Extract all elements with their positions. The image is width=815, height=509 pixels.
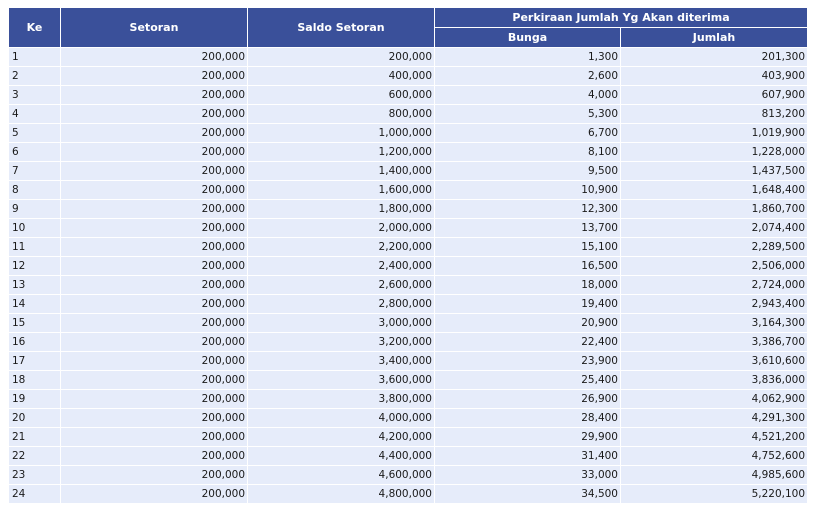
cell-saldo-setoran: 4,800,000 (248, 485, 435, 504)
cell-bunga: 26,900 (435, 390, 621, 409)
cell-saldo-setoran: 1,600,000 (248, 181, 435, 200)
cell-ke: 5 (9, 124, 61, 143)
cell-jumlah: 1,437,500 (621, 162, 808, 181)
cell-bunga: 16,500 (435, 257, 621, 276)
cell-ke: 6 (9, 143, 61, 162)
cell-saldo-setoran: 1,000,000 (248, 124, 435, 143)
cell-bunga: 33,000 (435, 466, 621, 485)
cell-saldo-setoran: 1,400,000 (248, 162, 435, 181)
table-row (9, 105, 808, 124)
cell-setoran: 200,000 (61, 143, 248, 162)
cell-bunga: 15,100 (435, 238, 621, 257)
cell-saldo-setoran: 3,800,000 (248, 390, 435, 409)
cell-bunga: 31,400 (435, 447, 621, 466)
table-row (9, 219, 808, 238)
cell-ke: 14 (9, 295, 61, 314)
cell-setoran: 200,000 (61, 466, 248, 485)
table-row (9, 276, 808, 295)
cell-saldo-setoran: 3,400,000 (248, 352, 435, 371)
cell-saldo-setoran: 600,000 (248, 86, 435, 105)
table-row (9, 257, 808, 276)
cell-ke: 8 (9, 181, 61, 200)
cell-bunga: 6,700 (435, 124, 621, 143)
cell-bunga: 22,400 (435, 333, 621, 352)
cell-setoran: 200,000 (61, 485, 248, 504)
cell-saldo-setoran: 800,000 (248, 105, 435, 124)
cell-jumlah: 813,200 (621, 105, 808, 124)
table-row (9, 238, 808, 257)
cell-setoran: 200,000 (61, 333, 248, 352)
cell-ke: 20 (9, 409, 61, 428)
cell-setoran: 200,000 (61, 238, 248, 257)
cell-setoran: 200,000 (61, 371, 248, 390)
cell-ke: 11 (9, 238, 61, 257)
cell-ke: 3 (9, 86, 61, 105)
cell-setoran: 200,000 (61, 48, 248, 67)
cell-setoran: 200,000 (61, 390, 248, 409)
cell-ke: 7 (9, 162, 61, 181)
table-row (9, 124, 808, 143)
cell-jumlah: 1,860,700 (621, 200, 808, 219)
cell-jumlah: 3,386,700 (621, 333, 808, 352)
cell-setoran: 200,000 (61, 447, 248, 466)
cell-saldo-setoran: 1,200,000 (248, 143, 435, 162)
table-row (9, 390, 808, 409)
header-group-estimate: Perkiraan Jumlah Yg Akan diterima (435, 8, 808, 28)
cell-setoran: 200,000 (61, 219, 248, 238)
cell-jumlah: 1,228,000 (621, 143, 808, 162)
cell-saldo-setoran: 1,800,000 (248, 200, 435, 219)
cell-bunga: 18,000 (435, 276, 621, 295)
cell-bunga: 12,300 (435, 200, 621, 219)
cell-saldo-setoran: 400,000 (248, 67, 435, 86)
cell-jumlah: 3,836,000 (621, 371, 808, 390)
cell-jumlah: 4,291,300 (621, 409, 808, 428)
cell-bunga: 5,300 (435, 105, 621, 124)
savings-table (8, 7, 808, 504)
cell-jumlah: 607,900 (621, 86, 808, 105)
cell-saldo-setoran: 2,000,000 (248, 219, 435, 238)
table-row (9, 314, 808, 333)
cell-saldo-setoran: 4,200,000 (248, 428, 435, 447)
cell-bunga: 4,000 (435, 86, 621, 105)
cell-bunga: 13,700 (435, 219, 621, 238)
table-row (9, 466, 808, 485)
header-saldo-setoran: Saldo Setoran (248, 8, 435, 48)
cell-jumlah: 2,724,000 (621, 276, 808, 295)
cell-setoran: 200,000 (61, 276, 248, 295)
cell-jumlah: 403,900 (621, 67, 808, 86)
table-row (9, 162, 808, 181)
table-row (9, 352, 808, 371)
cell-ke: 10 (9, 219, 61, 238)
cell-ke: 18 (9, 371, 61, 390)
cell-jumlah: 3,610,600 (621, 352, 808, 371)
table-row (9, 67, 808, 86)
cell-jumlah: 201,300 (621, 48, 808, 67)
cell-saldo-setoran: 2,800,000 (248, 295, 435, 314)
cell-saldo-setoran: 2,200,000 (248, 238, 435, 257)
cell-bunga: 10,900 (435, 181, 621, 200)
cell-ke: 13 (9, 276, 61, 295)
cell-bunga: 8,100 (435, 143, 621, 162)
cell-jumlah: 4,521,200 (621, 428, 808, 447)
cell-setoran: 200,000 (61, 295, 248, 314)
cell-jumlah: 5,220,100 (621, 485, 808, 504)
cell-setoran: 200,000 (61, 257, 248, 276)
cell-setoran: 200,000 (61, 105, 248, 124)
cell-saldo-setoran: 2,600,000 (248, 276, 435, 295)
cell-setoran: 200,000 (61, 352, 248, 371)
cell-saldo-setoran: 4,600,000 (248, 466, 435, 485)
cell-setoran: 200,000 (61, 200, 248, 219)
header-ke: Ke (9, 8, 61, 48)
cell-bunga: 25,400 (435, 371, 621, 390)
cell-setoran: 200,000 (61, 162, 248, 181)
table-row (9, 428, 808, 447)
cell-ke: 4 (9, 105, 61, 124)
table-row (9, 86, 808, 105)
cell-ke: 17 (9, 352, 61, 371)
cell-saldo-setoran: 2,400,000 (248, 257, 435, 276)
cell-jumlah: 4,752,600 (621, 447, 808, 466)
cell-jumlah: 1,648,400 (621, 181, 808, 200)
cell-setoran: 200,000 (61, 409, 248, 428)
cell-saldo-setoran: 3,200,000 (248, 333, 435, 352)
cell-jumlah: 2,289,500 (621, 238, 808, 257)
cell-ke: 16 (9, 333, 61, 352)
cell-jumlah: 2,506,000 (621, 257, 808, 276)
header-jumlah: Jumlah (621, 28, 808, 48)
cell-setoran: 200,000 (61, 181, 248, 200)
cell-setoran: 200,000 (61, 314, 248, 333)
cell-ke: 2 (9, 67, 61, 86)
table-row (9, 200, 808, 219)
cell-saldo-setoran: 4,000,000 (248, 409, 435, 428)
cell-saldo-setoran: 200,000 (248, 48, 435, 67)
cell-setoran: 200,000 (61, 67, 248, 86)
cell-saldo-setoran: 3,600,000 (248, 371, 435, 390)
cell-ke: 24 (9, 485, 61, 504)
cell-ke: 15 (9, 314, 61, 333)
cell-jumlah: 4,062,900 (621, 390, 808, 409)
cell-ke: 23 (9, 466, 61, 485)
table-row (9, 447, 808, 466)
cell-ke: 19 (9, 390, 61, 409)
header-setoran: Setoran (61, 8, 248, 48)
cell-setoran: 200,000 (61, 124, 248, 143)
cell-jumlah: 2,074,400 (621, 219, 808, 238)
table-row (9, 181, 808, 200)
cell-bunga: 9,500 (435, 162, 621, 181)
cell-jumlah: 4,985,600 (621, 466, 808, 485)
cell-bunga: 34,500 (435, 485, 621, 504)
cell-bunga: 23,900 (435, 352, 621, 371)
cell-bunga: 29,900 (435, 428, 621, 447)
cell-saldo-setoran: 4,400,000 (248, 447, 435, 466)
table-row (9, 295, 808, 314)
table-row (9, 333, 808, 352)
cell-saldo-setoran: 3,000,000 (248, 314, 435, 333)
cell-bunga: 28,400 (435, 409, 621, 428)
cell-bunga: 19,400 (435, 295, 621, 314)
table-row (9, 485, 808, 504)
cell-setoran: 200,000 (61, 86, 248, 105)
cell-jumlah: 1,019,900 (621, 124, 808, 143)
cell-bunga: 2,600 (435, 67, 621, 86)
cell-setoran: 200,000 (61, 428, 248, 447)
table-row (9, 48, 808, 67)
table-row (9, 371, 808, 390)
cell-ke: 22 (9, 447, 61, 466)
cell-ke: 9 (9, 200, 61, 219)
header-bunga: Bunga (435, 28, 621, 48)
table-row (9, 409, 808, 428)
table-header (9, 8, 808, 48)
cell-ke: 12 (9, 257, 61, 276)
table-row (9, 143, 808, 162)
savings-table-container (8, 7, 807, 504)
cell-bunga: 1,300 (435, 48, 621, 67)
cell-jumlah: 2,943,400 (621, 295, 808, 314)
cell-jumlah: 3,164,300 (621, 314, 808, 333)
table-body (9, 48, 808, 504)
cell-bunga: 20,900 (435, 314, 621, 333)
cell-ke: 21 (9, 428, 61, 447)
cell-ke: 1 (9, 48, 61, 67)
